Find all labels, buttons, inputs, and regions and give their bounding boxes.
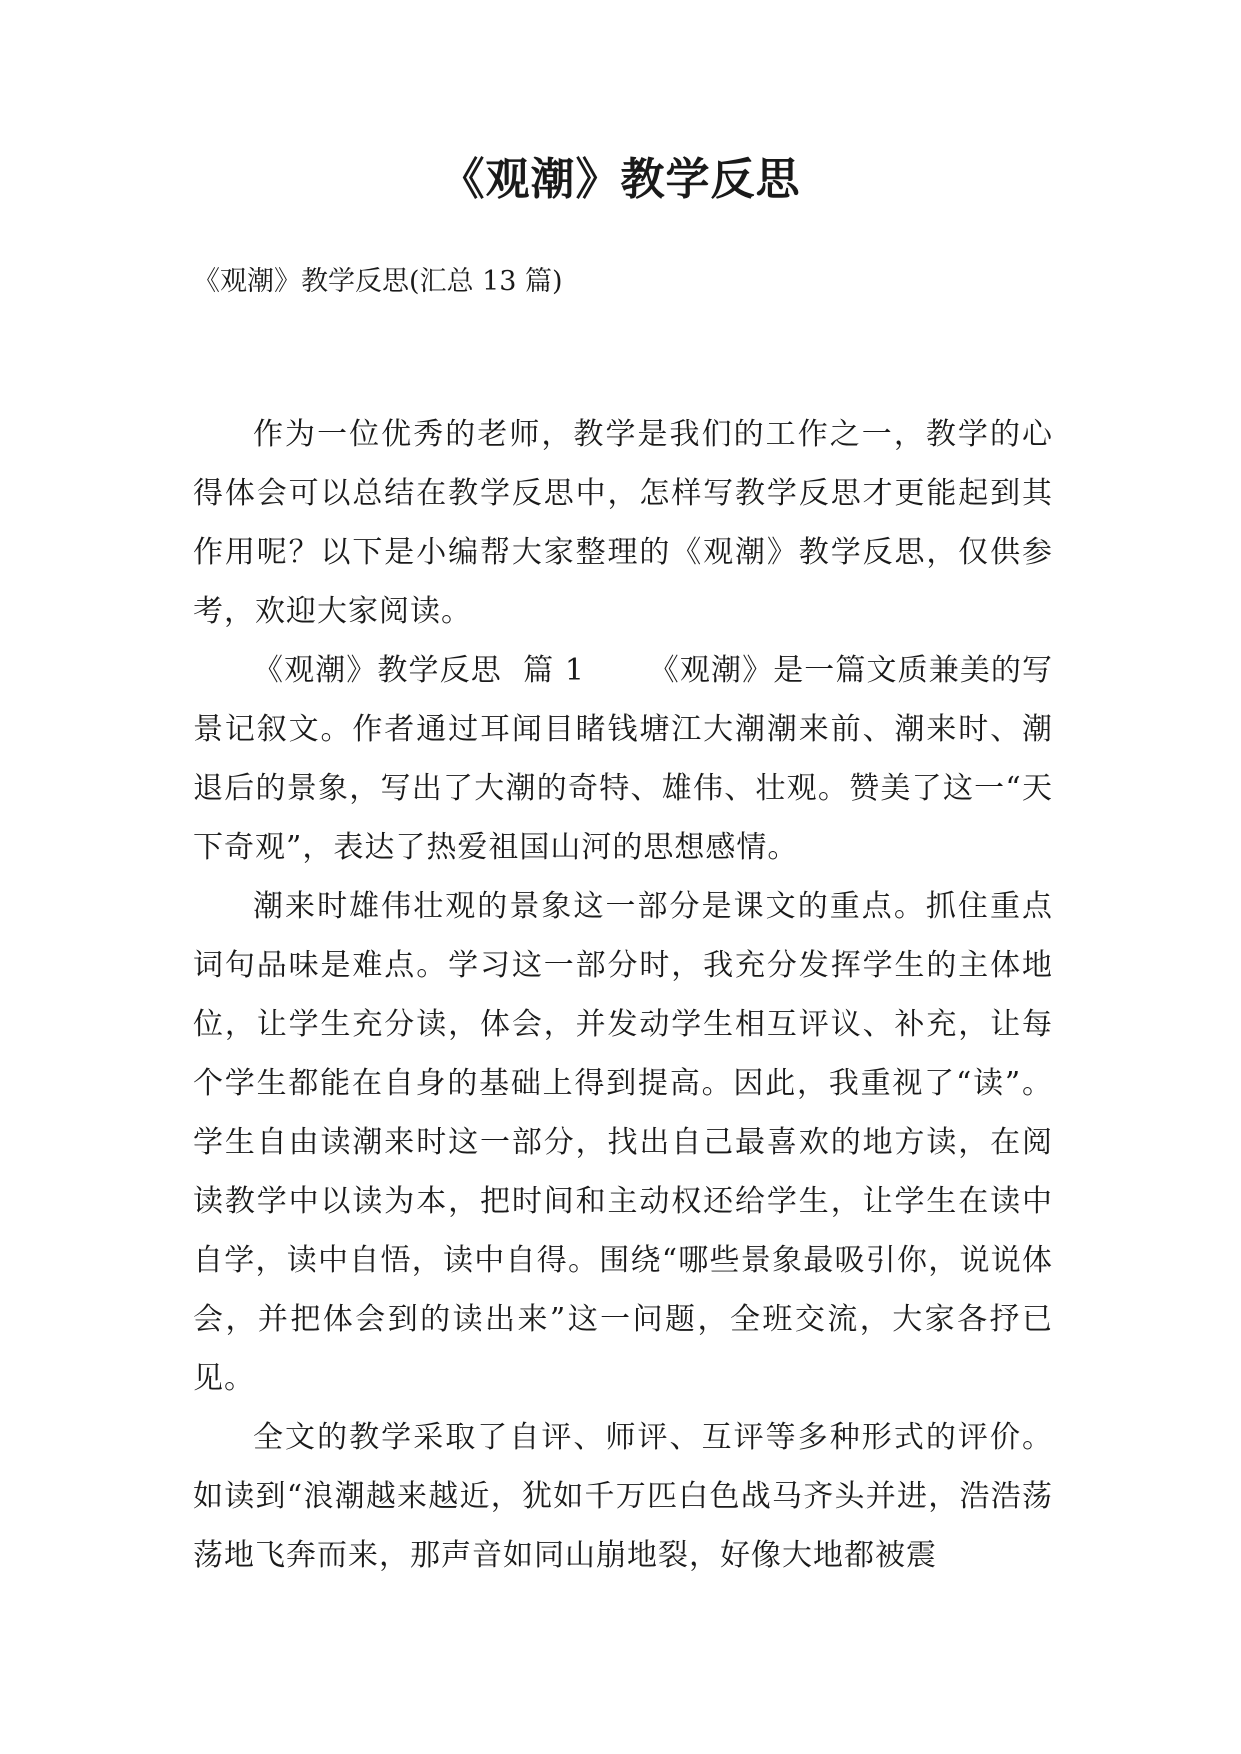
body-paragraph-2: 潮来时雄伟壮观的景象这一部分是课文的重点。抓住重点词句品味是难点。学习这一部分时，我充分发挥学生的主体地位，让学生充分读，体会，并发动学生相互评议、补充，让每个学生都能在自身的基础上得到提高。因此，我重视了“读”。学生自由读潮来时这一部分，找出自己最喜欢的地方读，在阅读教学中以读为本，把时间和主动权还给学生，让学生在读中自学，读中自悟，读中自得。围绕“哪些景象最吸引你，说说体会，并把体会到的读出来”这一问题，全班交流，大家各抒已见。	[193, 889, 1053, 1396]
document-title: 《观潮》教学反思	[440, 154, 801, 205]
section-1-paragraph	[193, 641, 1053, 877]
document-subtitle: 《观潮》教学反思(汇总 13 篇)	[193, 266, 563, 297]
document-body	[193, 405, 1053, 1585]
intro-paragraph: 作为一位优秀的老师，教学是我们的工作之一，教学的心得体会可以总结在教学反思中，怎样写教学反思才更能起到其作用呢？以下是小编帮大家整理的《观潮》教学反思，仅供参考，欢迎大家阅读。	[193, 417, 1053, 629]
section-1-text: 《观潮》是一篇文质兼美的写景记叙文。作者通过耳闻目睹钱塘江大潮潮来前、潮来时、潮退后的景象，写出了大潮的奇特、雄伟、壮观。赞美了这一“天下奇观”，表达了热爱祖国山河的思想感情。	[193, 653, 1054, 865]
body-paragraph-3: 全文的教学采取了自评、师评、互评等多种形式的评价。如读到“浪潮越来越近，犹如千万匹白色战马齐头并进，浩浩荡荡地飞奔而来，那声音如同山崩地裂，好像大地都被震	[193, 1420, 1053, 1573]
section-heading: 《观潮》教学反思 篇 1	[253, 653, 585, 688]
